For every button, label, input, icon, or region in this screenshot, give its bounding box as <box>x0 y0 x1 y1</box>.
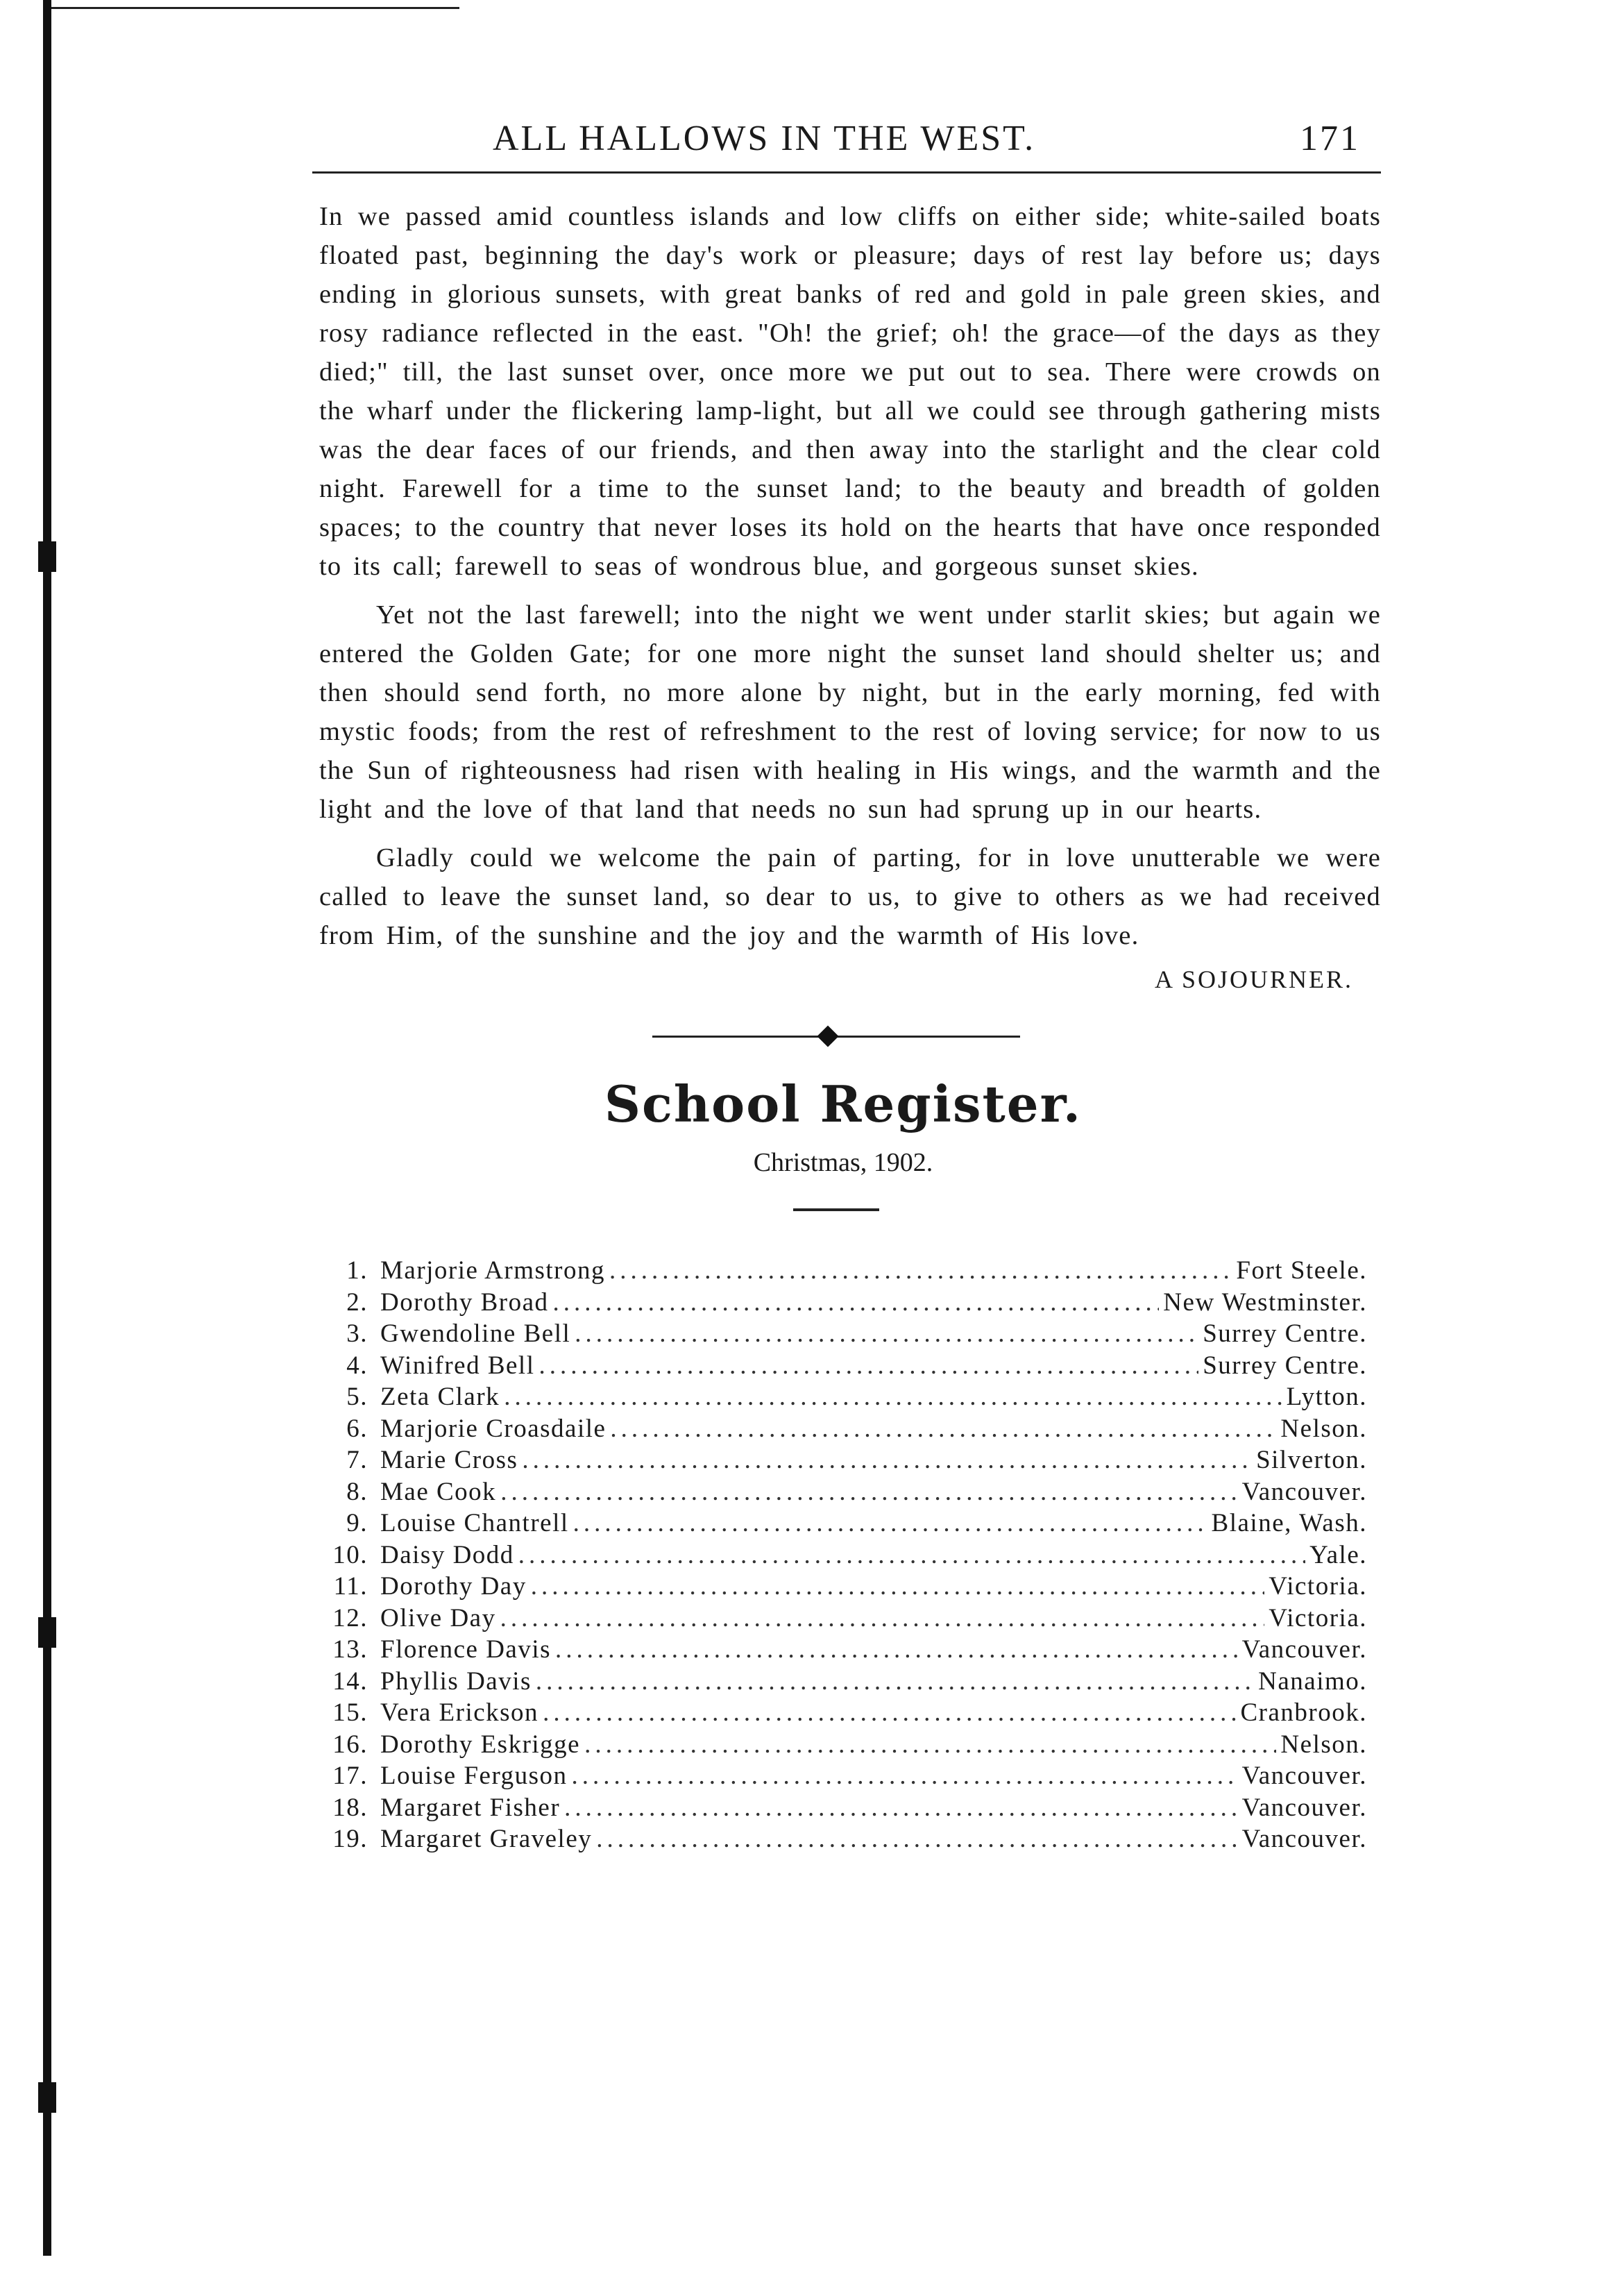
register-entry <box>319 1635 1381 1666</box>
entry-number: 10. <box>332 1540 368 1569</box>
entry-number: 18. <box>332 1793 368 1822</box>
dot-leader <box>573 1508 1207 1538</box>
student-name: Margaret Fisher <box>380 1793 561 1822</box>
short-rule <box>793 1208 879 1211</box>
register-list <box>319 1256 1381 1856</box>
register-entry <box>319 1256 1381 1288</box>
hometown: Cranbrook. <box>1240 1698 1367 1727</box>
register-entry <box>319 1540 1381 1572</box>
entry-number: 19. <box>332 1825 368 1853</box>
hometown: Blaine, Wash. <box>1211 1509 1367 1537</box>
register-entry <box>319 1382 1381 1414</box>
page-number: 171 <box>1300 119 1360 158</box>
article-signature: A SOJOURNER. <box>1154 965 1353 993</box>
register-title: School Register. <box>604 1074 1082 1133</box>
hometown: Vancouver. <box>1241 1825 1367 1853</box>
article-paragraph: Gladly could we welcome the pain of parting, for in love unutterable we were called to leave the sunset land, so dear to us, to give to others as we had received from Him, of the sunshine and the joy and the warmth of His love. <box>319 843 1381 950</box>
student-name: Vera Erickson <box>380 1698 539 1727</box>
dot-leader <box>575 1319 1198 1349</box>
hometown: Nelson. <box>1280 1414 1367 1443</box>
student-name: Dorothy Broad <box>380 1288 549 1317</box>
dot-leader <box>609 1256 1232 1285</box>
hometown: Victoria. <box>1269 1603 1367 1632</box>
entry-number: 15. <box>332 1698 368 1727</box>
article-paragraph: Yet not the last farewell; into the night we went under starlit skies; but again we entered the Golden Gate; for one more night the sunset land should shelter us; and then should send forth, no more alone by night, but in the early morning, fed with mystic foods; from the rest of refreshment to the rest of loving service; for now to us the Sun of righteousness had risen with healing in His wings, and the warmth and the light and the love of that land that needs no sun had sprung up in our hearts. <box>319 600 1381 824</box>
binding-mark <box>38 1617 56 1648</box>
running-header <box>319 118 1381 159</box>
entry-number: 5. <box>346 1383 368 1411</box>
entry-number: 11. <box>333 1572 368 1601</box>
hometown: New Westminster. <box>1163 1288 1367 1317</box>
student-name: Margaret Graveley <box>380 1825 593 1853</box>
binding-edge <box>43 0 51 2256</box>
register-entry <box>319 1730 1381 1762</box>
article-paragraph: In we passed amid countless islands and low cliffs on either side; white-sailed boats floated past, beginning the day's work or pleasure; days of rest lay before us; days ending in glorious sunsets, with great banks of red and gold in pale green skies, and rosy radiance reflected in the east. "Oh! the grief; oh! the grace—of the days as they died;" till, the last sunset over, once more we put out to sea. There were crowds on the wharf under the flickering lamp-light, but all we could see through gathering mists was the dear faces of our friends, and then away into the starlight and the clear cold night. Farewell for a time to the sunset land; to the beauty and breadth of golden spaces; to the country that never loses its hold on the hearts that have once responded to its call; farewell to seas of wondrous blue, and gorgeous sunset skies. <box>319 202 1381 581</box>
header-rule <box>312 171 1381 174</box>
hometown: Surrey Centre. <box>1203 1319 1367 1348</box>
register-entry <box>319 1288 1381 1319</box>
hometown: Surrey Centre. <box>1203 1351 1367 1380</box>
register-entry <box>319 1319 1381 1351</box>
dot-leader <box>500 1477 1237 1507</box>
article-body <box>319 197 1381 955</box>
dot-leader <box>538 1351 1198 1381</box>
entry-number: 6. <box>346 1414 368 1443</box>
entry-number: 2. <box>346 1288 368 1317</box>
entry-number: 1. <box>346 1256 368 1285</box>
register-entry <box>319 1477 1381 1509</box>
binding-mark <box>38 2082 56 2113</box>
student-name: Louise Ferguson <box>380 1762 568 1790</box>
binding-top-edge <box>43 7 459 9</box>
section-divider <box>652 1026 1020 1047</box>
dot-leader <box>610 1414 1276 1444</box>
register-entry <box>319 1603 1381 1635</box>
register-entry <box>319 1666 1381 1698</box>
register-entry <box>319 1351 1381 1383</box>
dot-leader <box>518 1540 1305 1570</box>
hometown: Lytton. <box>1286 1383 1367 1411</box>
entry-number: 7. <box>346 1446 368 1474</box>
entry-number: 8. <box>346 1477 368 1506</box>
dot-leader <box>543 1698 1236 1728</box>
hometown: Victoria. <box>1269 1572 1367 1601</box>
register-entry <box>319 1793 1381 1825</box>
register-entry <box>319 1508 1381 1540</box>
page <box>319 118 1381 1856</box>
hometown: Silverton. <box>1256 1446 1367 1474</box>
entry-number: 13. <box>332 1635 368 1664</box>
register-entry <box>319 1414 1381 1446</box>
entry-number: 16. <box>332 1730 368 1759</box>
register-entry <box>319 1571 1381 1603</box>
hometown: Nelson. <box>1280 1730 1367 1759</box>
dot-leader <box>531 1571 1265 1601</box>
hometown: Yale. <box>1309 1540 1367 1569</box>
binding-mark <box>38 541 56 572</box>
entry-number: 17. <box>332 1762 368 1790</box>
dot-leader <box>553 1288 1160 1317</box>
entry-number: 9. <box>346 1509 368 1537</box>
hometown: Vancouver. <box>1241 1793 1367 1822</box>
student-name: Marie Cross <box>380 1446 518 1474</box>
student-name: Dorothy Eskrigge <box>380 1730 581 1759</box>
entry-number: 12. <box>332 1603 368 1632</box>
entry-number: 14. <box>332 1666 368 1696</box>
register-entry <box>319 1761 1381 1793</box>
diamond-ornament-icon <box>817 1025 838 1047</box>
dot-leader <box>504 1382 1282 1412</box>
dot-leader <box>500 1603 1265 1633</box>
hometown: Vancouver. <box>1241 1762 1367 1790</box>
student-name: Daisy Dodd <box>380 1540 514 1569</box>
dot-leader <box>522 1445 1252 1475</box>
student-name: Louise Chantrell <box>380 1509 569 1537</box>
student-name: Florence Davis <box>380 1635 552 1664</box>
hometown: Vancouver. <box>1241 1635 1367 1664</box>
student-name: Dorothy Day <box>380 1572 527 1601</box>
register-subtitle: Christmas, 1902. <box>753 1148 933 1177</box>
hometown: Fort Steele. <box>1236 1256 1367 1285</box>
entry-number: 3. <box>346 1319 368 1348</box>
dot-leader <box>584 1730 1276 1759</box>
dot-leader <box>555 1635 1238 1664</box>
dot-leader <box>596 1824 1237 1854</box>
register-entry <box>319 1824 1381 1856</box>
entry-number: 4. <box>346 1351 368 1380</box>
register-entry <box>319 1698 1381 1730</box>
student-name: Marjorie Armstrong <box>380 1256 605 1285</box>
student-name: Phyllis Davis <box>380 1666 532 1696</box>
hometown: Nanaimo. <box>1258 1666 1367 1696</box>
register-entry <box>319 1445 1381 1477</box>
student-name: Zeta Clark <box>380 1383 500 1411</box>
student-name: Olive Day <box>380 1603 496 1632</box>
dot-leader <box>536 1666 1254 1696</box>
student-name: Winifred Bell <box>380 1351 535 1380</box>
running-title: ALL HALLOWS IN THE WEST. <box>493 119 1036 158</box>
hometown: Vancouver. <box>1241 1477 1367 1506</box>
student-name: Gwendoline Bell <box>380 1319 571 1348</box>
student-name: Mae Cook <box>380 1477 497 1506</box>
dot-leader <box>572 1761 1238 1791</box>
student-name: Marjorie Croasdaile <box>380 1414 607 1443</box>
dot-leader <box>564 1793 1237 1823</box>
